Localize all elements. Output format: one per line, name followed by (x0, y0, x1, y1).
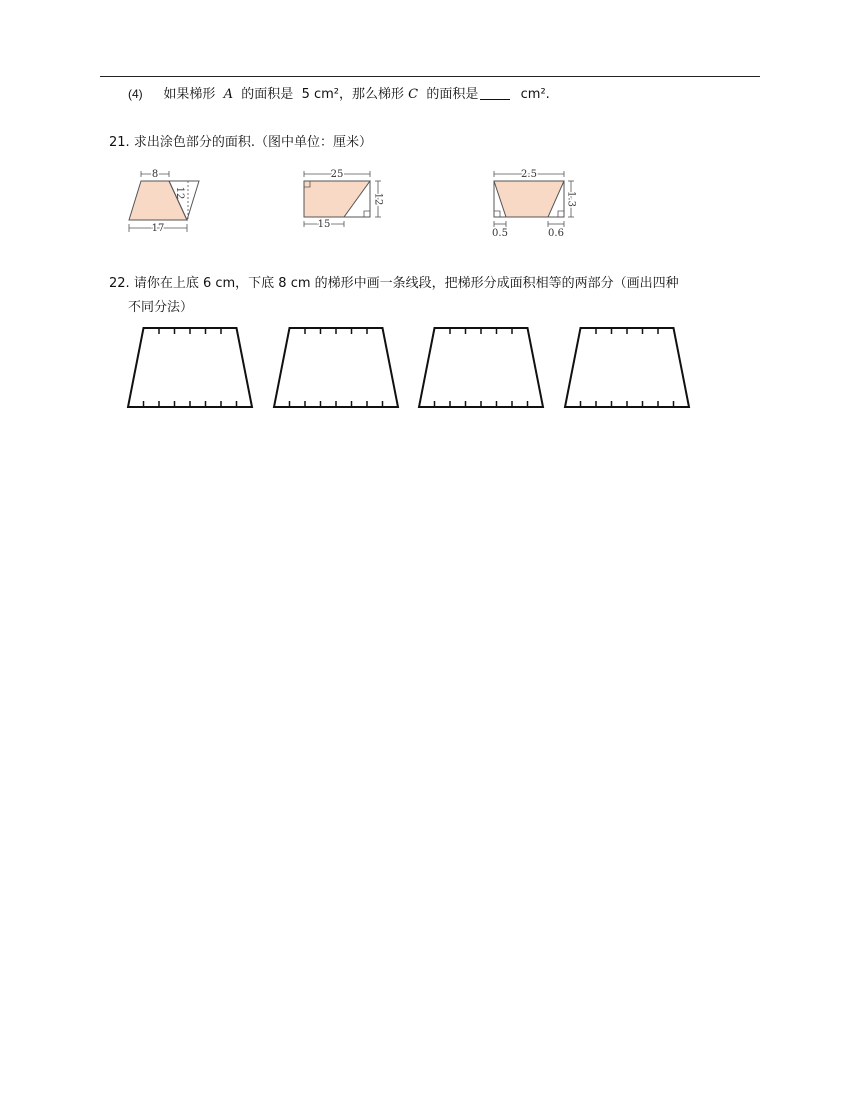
text-segment: ，那么梯形 (339, 87, 405, 102)
question-22 (109, 276, 679, 292)
sub-question-number: (4) (128, 87, 143, 101)
question-20-part-4 (128, 86, 550, 103)
variable-c: C (408, 87, 419, 102)
trapezoid-outline (565, 328, 689, 407)
figure-1-label-height: 12 (174, 186, 185, 200)
question-text-line-1: 请你在上底 6 cm，下底 8 cm 的梯形中画一条线段，把梯形分成面积相等的两部分（画出四种 (133, 276, 679, 291)
figure-3 (489, 167, 579, 239)
text-segment: 的面积是 (426, 87, 479, 102)
header-rule (100, 76, 760, 77)
trapezoid-outline (274, 328, 398, 407)
trapezoid-1[interactable] (126, 326, 254, 410)
figure-1 (125, 167, 205, 235)
question-number: 22. (109, 276, 130, 291)
area-value: 5 cm² (301, 87, 339, 102)
figure-3-label-right: 0.6 (548, 228, 564, 239)
question-21 (109, 135, 372, 151)
figure-1-label-bottom: 17 (151, 223, 165, 234)
question-number: 21. (109, 135, 130, 150)
figure-2-label-height: 12 (372, 192, 384, 206)
figure-3-label-top: 2.5 (521, 169, 537, 180)
figure-2-label-top: 25 (330, 169, 344, 180)
figure-2-label-bottom: 15 (317, 219, 331, 230)
trapezoid-3[interactable] (417, 326, 545, 410)
trapezoid-2[interactable] (272, 326, 400, 410)
unit-label: cm². (520, 87, 550, 102)
variable-a: A (223, 87, 234, 102)
question-text-line-2: 不同分法） (128, 300, 194, 315)
trapezoid-outline (128, 328, 252, 407)
trapezoid-outline (419, 328, 543, 407)
figure-3-label-height: 1.3 (565, 191, 577, 207)
text-segment: 如果梯形 (163, 87, 216, 102)
answer-blank[interactable] (480, 87, 510, 100)
figure-2 (298, 167, 388, 235)
question-22-continued (128, 300, 193, 316)
text-segment: 的面积是 (241, 87, 294, 102)
figure-3-label-left: 0.5 (492, 228, 508, 239)
figure-1-label-top: 8 (151, 169, 159, 180)
question-text: 求出涂色部分的面积.（图中单位：厘米） (133, 135, 372, 150)
trapezoid-4[interactable] (563, 326, 691, 410)
